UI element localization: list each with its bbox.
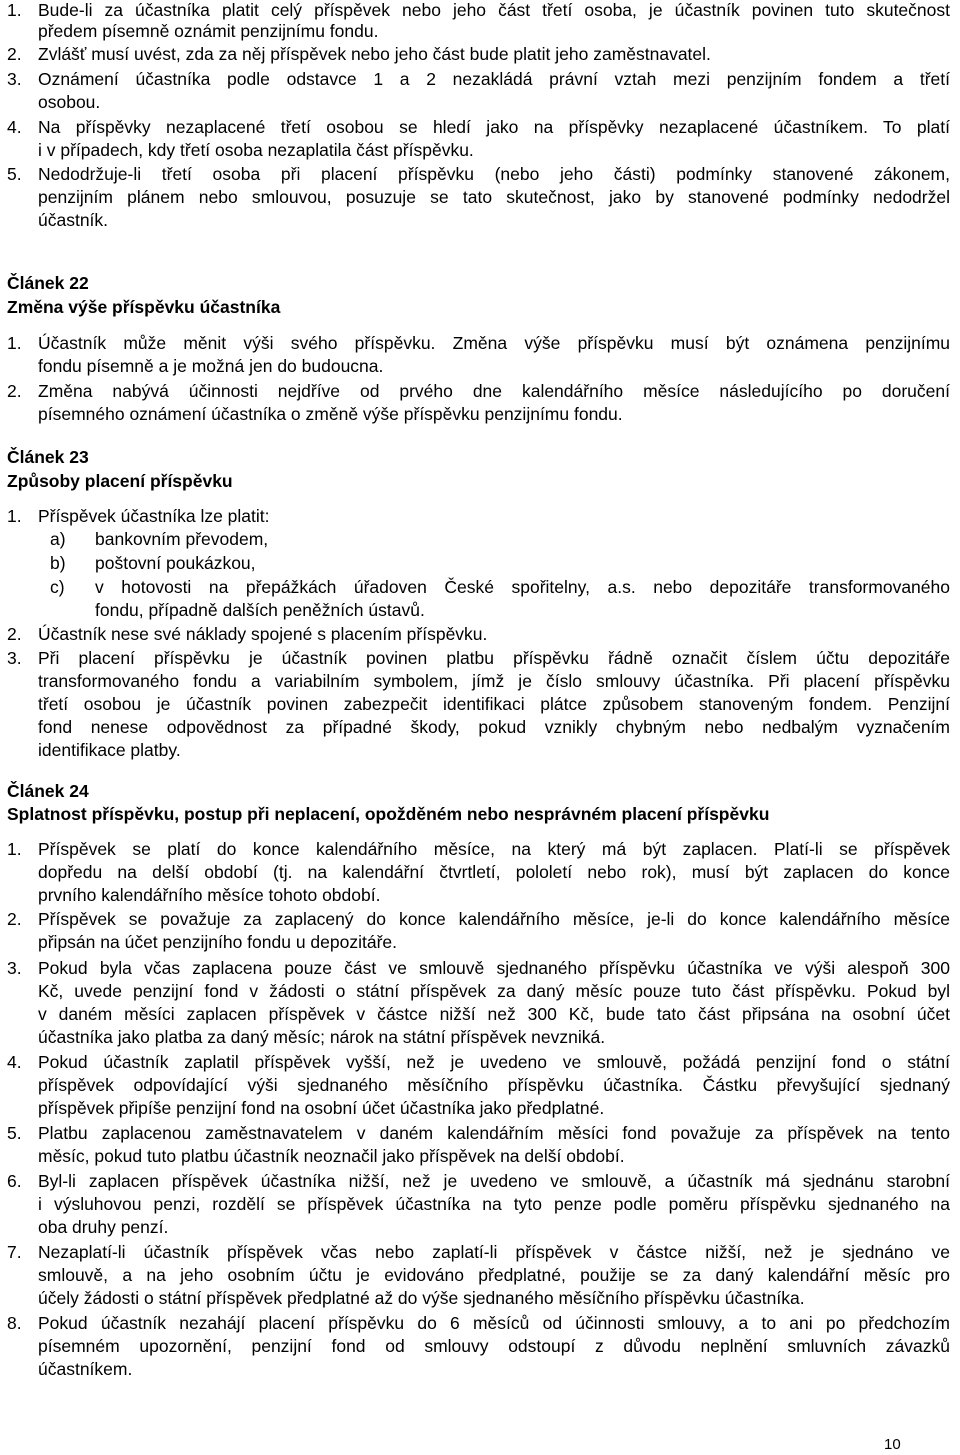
list-number: 1. <box>7 506 22 526</box>
paragraph-line: oba druhy penzí. <box>38 1217 169 1237</box>
paragraph-line: měsíc, pokud tuto platbu účastník neoznačil jako příspěvek na delší období. <box>38 1146 625 1166</box>
paragraph-line: předem písemně oznámit penzijnímu fondu. <box>38 21 379 41</box>
paragraph-line: penzijním plánem nebo smlouvou, posuzuje se tato skutečnost, jako by stanovené podmínky nedodržel <box>38 187 950 207</box>
list-number: 6. <box>7 1171 22 1191</box>
paragraph-line: příspěvek odpovídající výši sjednaného měsíčního příspěvku účastníka. Částku převyšující sjednaný <box>38 1075 950 1095</box>
article-title: Způsoby placení příspěvku <box>7 471 233 491</box>
paragraph-line: i v případech, kdy třetí osoba nezaplatila část příspěvku. <box>38 140 474 160</box>
paragraph-line: i výsluhovou penzi, rozdělí se příspěvek účastníka na tyto penze podle poměru příspěvku sjednaného na <box>38 1194 950 1214</box>
paragraph-line: Zvlášť musí uvést, zda za něj příspěvek nebo jeho část bude platit jeho zaměstnavatel. <box>38 44 711 64</box>
paragraph-line: smlouvě, a na jeho osobním účtu je evidováno předplatné, použije se za daný kalendářní měsíc pro <box>38 1265 950 1285</box>
paragraph-line: fond nenese odpovědnost za případné škody, pokud vznikly chybným nebo nedbalým vyznačením <box>38 717 950 737</box>
list-number: 4. <box>7 1052 22 1072</box>
list-number: 1. <box>7 839 22 859</box>
paragraph-line: Příspěvek se platí do konce kalendářního měsíce, na který má být zaplacen. Platí-li se příspěvek <box>38 839 950 859</box>
paragraph-line: fondu písemně a je možná jen do budoucna. <box>38 356 384 376</box>
paragraph-line: účastníka jako platba za daný měsíc; nárok na státní příspěvek nevzniká. <box>38 1027 606 1047</box>
paragraph-line: v daném měsíci zaplacen příspěvek v částce nižší než 300 Kč, bude tato část připsána na osobní účet <box>38 1004 950 1024</box>
paragraph-line: Pokud byla včas zaplacena pouze část ve smlouvě sjednaného příspěvku účastníka ve výši alespoň 300 <box>38 958 950 978</box>
paragraph-line: třetí osobou je účastník povinen zabezpečit identifikaci plátce způsobem stanoveným fondem. Penzijní <box>38 694 950 714</box>
article-heading: Článek 24 <box>7 781 89 801</box>
list-number: 5. <box>7 1123 22 1143</box>
paragraph-line: osobou. <box>38 92 101 112</box>
sublist-letter: a) <box>50 529 66 549</box>
paragraph-line: Nezaplatí-li účastník příspěvek včas nebo zaplatí-li příspěvek v částce nižší, než je sjednáno ve <box>38 1242 950 1262</box>
paragraph-line: Oznámení účastníka podle odstavce 1 a 2 nezakládá právní vztah mezi penzijním fondem a třetí <box>38 69 950 89</box>
list-number: 3. <box>7 648 22 668</box>
paragraph-line: písemného oznámení účastníka o změně výše příspěvku penzijnímu fondu. <box>38 404 623 424</box>
paragraph-line: Příspěvek se považuje za zaplacený do konce kalendářního měsíce, je-li do konce kalendářního měsíce <box>38 909 950 929</box>
paragraph-line: Byl-li zaplacen příspěvek účastníka nižší, než je uvedeno ve smlouvě, a účastník má sjednánu starobní <box>38 1171 950 1191</box>
paragraph-line: účastníkem. <box>38 1359 133 1379</box>
paragraph-line: Při placení příspěvku je účastník povinen platbu příspěvku řádně označit číslem účtu depozitáře <box>38 648 950 668</box>
paragraph-line: fondu, případně dalších peněžních ústavů. <box>95 600 425 620</box>
paragraph-line: Příspěvek účastníka lze platit: <box>38 506 270 526</box>
sublist-letter: b) <box>50 553 66 573</box>
list-number: 2. <box>7 624 22 644</box>
paragraph-line: Pokud účastník zaplatil příspěvek vyšší, než je uvedeno ve smlouvě, požádá penzijní fond o státní <box>38 1052 950 1072</box>
list-number: 3. <box>7 958 22 978</box>
paragraph-line: písemném upozornění, penzijní fond od smlouvy odstoupí z důvodu neplnění smluvních závazků <box>38 1336 950 1356</box>
list-number: 2. <box>7 381 22 401</box>
list-number: 4. <box>7 117 22 137</box>
article-heading: Článek 23 <box>7 447 89 467</box>
paragraph-line: účastník. <box>38 210 109 230</box>
paragraph-line: dopředu na delší období (tj. na kalendářní čtvrtletí, pololetí nebo rok), musí být zaplacen do konce <box>38 862 950 882</box>
article-heading: Článek 22 <box>7 273 89 293</box>
paragraph-line: Účastník může měnit výši svého příspěvku. Změna výše příspěvku musí být oznámena penzijnímu <box>38 333 950 353</box>
list-number: 5. <box>7 164 22 184</box>
list-number: 7. <box>7 1242 22 1262</box>
paragraph-line: Nedodržuje-li třetí osoba při placení příspěvku (nebo jeho části) podmínky stanovené zákonem, <box>38 164 950 184</box>
list-number: 8. <box>7 1313 22 1333</box>
paragraph-line: prvního kalendářního měsíce tohoto období. <box>38 885 381 905</box>
paragraph-line: bankovním převodem, <box>95 529 269 549</box>
list-number: 2. <box>7 44 22 64</box>
paragraph-line: Na příspěvky nezaplacené třetí osobou se hledí jako na příspěvky nezaplacené účastníkem. To platí <box>38 117 950 137</box>
page-number: 10 <box>884 1436 901 1453</box>
paragraph-line: Kč, uvede penzijní fond v žádosti o státní příspěvek za daný měsíc pouze tuto část příspěvku. Pokud byl <box>38 981 950 1001</box>
paragraph-line: Bude-li za účastníka platit celý příspěvek nebo jeho část třetí osoba, je účastník povinen tuto skutečnost <box>38 0 950 20</box>
article-title: Splatnost příspěvku, postup při neplacení, opožděném nebo nesprávném placení příspěvku <box>7 804 770 824</box>
paragraph-line: Účastník nese své náklady spojené s placením příspěvku. <box>38 624 488 644</box>
article-title: Změna výše příspěvku účastníka <box>7 297 281 317</box>
paragraph-line: připsán na účet penzijního fondu u depozitáře. <box>38 932 398 952</box>
paragraph-line: Platbu zaplacenou zaměstnavatelem v daném kalendářním měsíci fond považuje za příspěvek na tento <box>38 1123 950 1143</box>
paragraph-line: transformovaného fondu a variabilním symbolem, jímž je číslo smlouvy účastníka. Při placení příspěvku <box>38 671 950 691</box>
paragraph-line: Pokud účastník nezahájí placení příspěvku do 6 měsíců od účinnosti smlouvy, a to ani po předchozím <box>38 1313 950 1333</box>
list-number: 1. <box>7 0 22 20</box>
list-number: 2. <box>7 909 22 929</box>
paragraph-line: Změna nabývá účinnosti nejdříve od prvého dne kalendářního měsíce následujícího po doručení <box>38 381 950 401</box>
paragraph-line: v hotovosti na přepážkách úřadoven České spořitelny, a.s. nebo depozitáře transformovaného <box>95 577 950 597</box>
sublist-letter: c) <box>50 577 65 597</box>
paragraph-line: účely žádosti o státní příspěvek předplatné až do výše sjednaného měsíčního příspěvku účastníka. <box>38 1288 805 1308</box>
paragraph-line: příspěvek připíše penzijní fond na osobní účet účastníka jako předplatné. <box>38 1098 605 1118</box>
list-number: 3. <box>7 69 22 89</box>
paragraph-line: identifikace platby. <box>38 740 181 760</box>
paragraph-line: poštovní poukázkou, <box>95 553 256 573</box>
list-number: 1. <box>7 333 22 353</box>
